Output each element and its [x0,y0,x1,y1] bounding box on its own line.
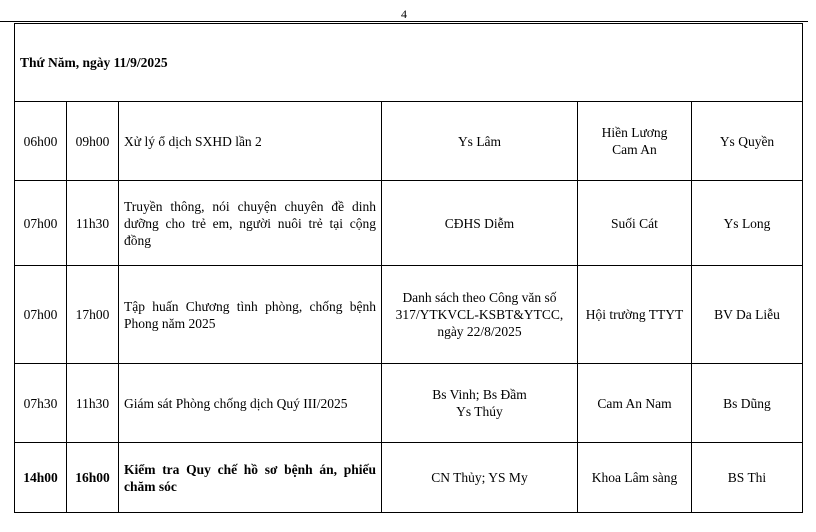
location: Hiền Lương Cam An [578,102,692,181]
participants: Ys Lâm [382,102,578,181]
start-time: 06h00 [15,102,67,181]
table-row [15,102,803,181]
lead: Ys Long [692,181,803,266]
participants: CĐHS Diễm [382,181,578,266]
end-time: 16h00 [67,443,119,513]
end-time: 17h00 [67,266,119,364]
end-time: 11h30 [67,364,119,443]
start-time: 07h00 [15,181,67,266]
activity-content: Truyền thông, nói chuyện chuyên đề dinh dưỡng cho trẻ em, người nuôi trẻ tại cộng đồng [119,181,382,266]
header-rule [0,21,808,22]
lead: BV Da Liễu [692,266,803,364]
activity-content: Kiểm tra Quy chế hồ sơ bệnh án, phiếu chăm sóc [119,443,382,513]
schedule-table [14,23,803,513]
start-time: 14h00 [15,443,67,513]
participants: Bs Vinh; Bs Đầm Ys Thúy [382,364,578,443]
start-time: 07h00 [15,266,67,364]
location: Suối Cát [578,181,692,266]
location: Hội trường TTYT [578,266,692,364]
lead: Ys Quyền [692,102,803,181]
day-header-row [15,24,803,102]
location: Khoa Lâm sàng [578,443,692,513]
location: Cam An Nam [578,364,692,443]
participants: CN Thủy; YS My [382,443,578,513]
activity-content: Giám sát Phòng chống dịch Quý III/2025 [119,364,382,443]
start-time: 07h30 [15,364,67,443]
participants: Danh sách theo Công văn số 317/YTKVCL-KSBT&YTCC, ngày 22/8/2025 [382,266,578,364]
lead: Bs Dũng [692,364,803,443]
table-row [15,443,803,513]
end-time: 11h30 [67,181,119,266]
page-number: 4 [401,7,407,21]
activity-content: Xử lý ổ dịch SXHD lần 2 [119,102,382,181]
lead: BS Thi [692,443,803,513]
day-header: Thứ Năm, ngày 11/9/2025 [15,24,803,102]
table-row [15,266,803,364]
end-time: 09h00 [67,102,119,181]
table-row [15,181,803,266]
table-row [15,364,803,443]
activity-content: Tập huấn Chương tình phòng, chống bệnh Phong năm 2025 [119,266,382,364]
